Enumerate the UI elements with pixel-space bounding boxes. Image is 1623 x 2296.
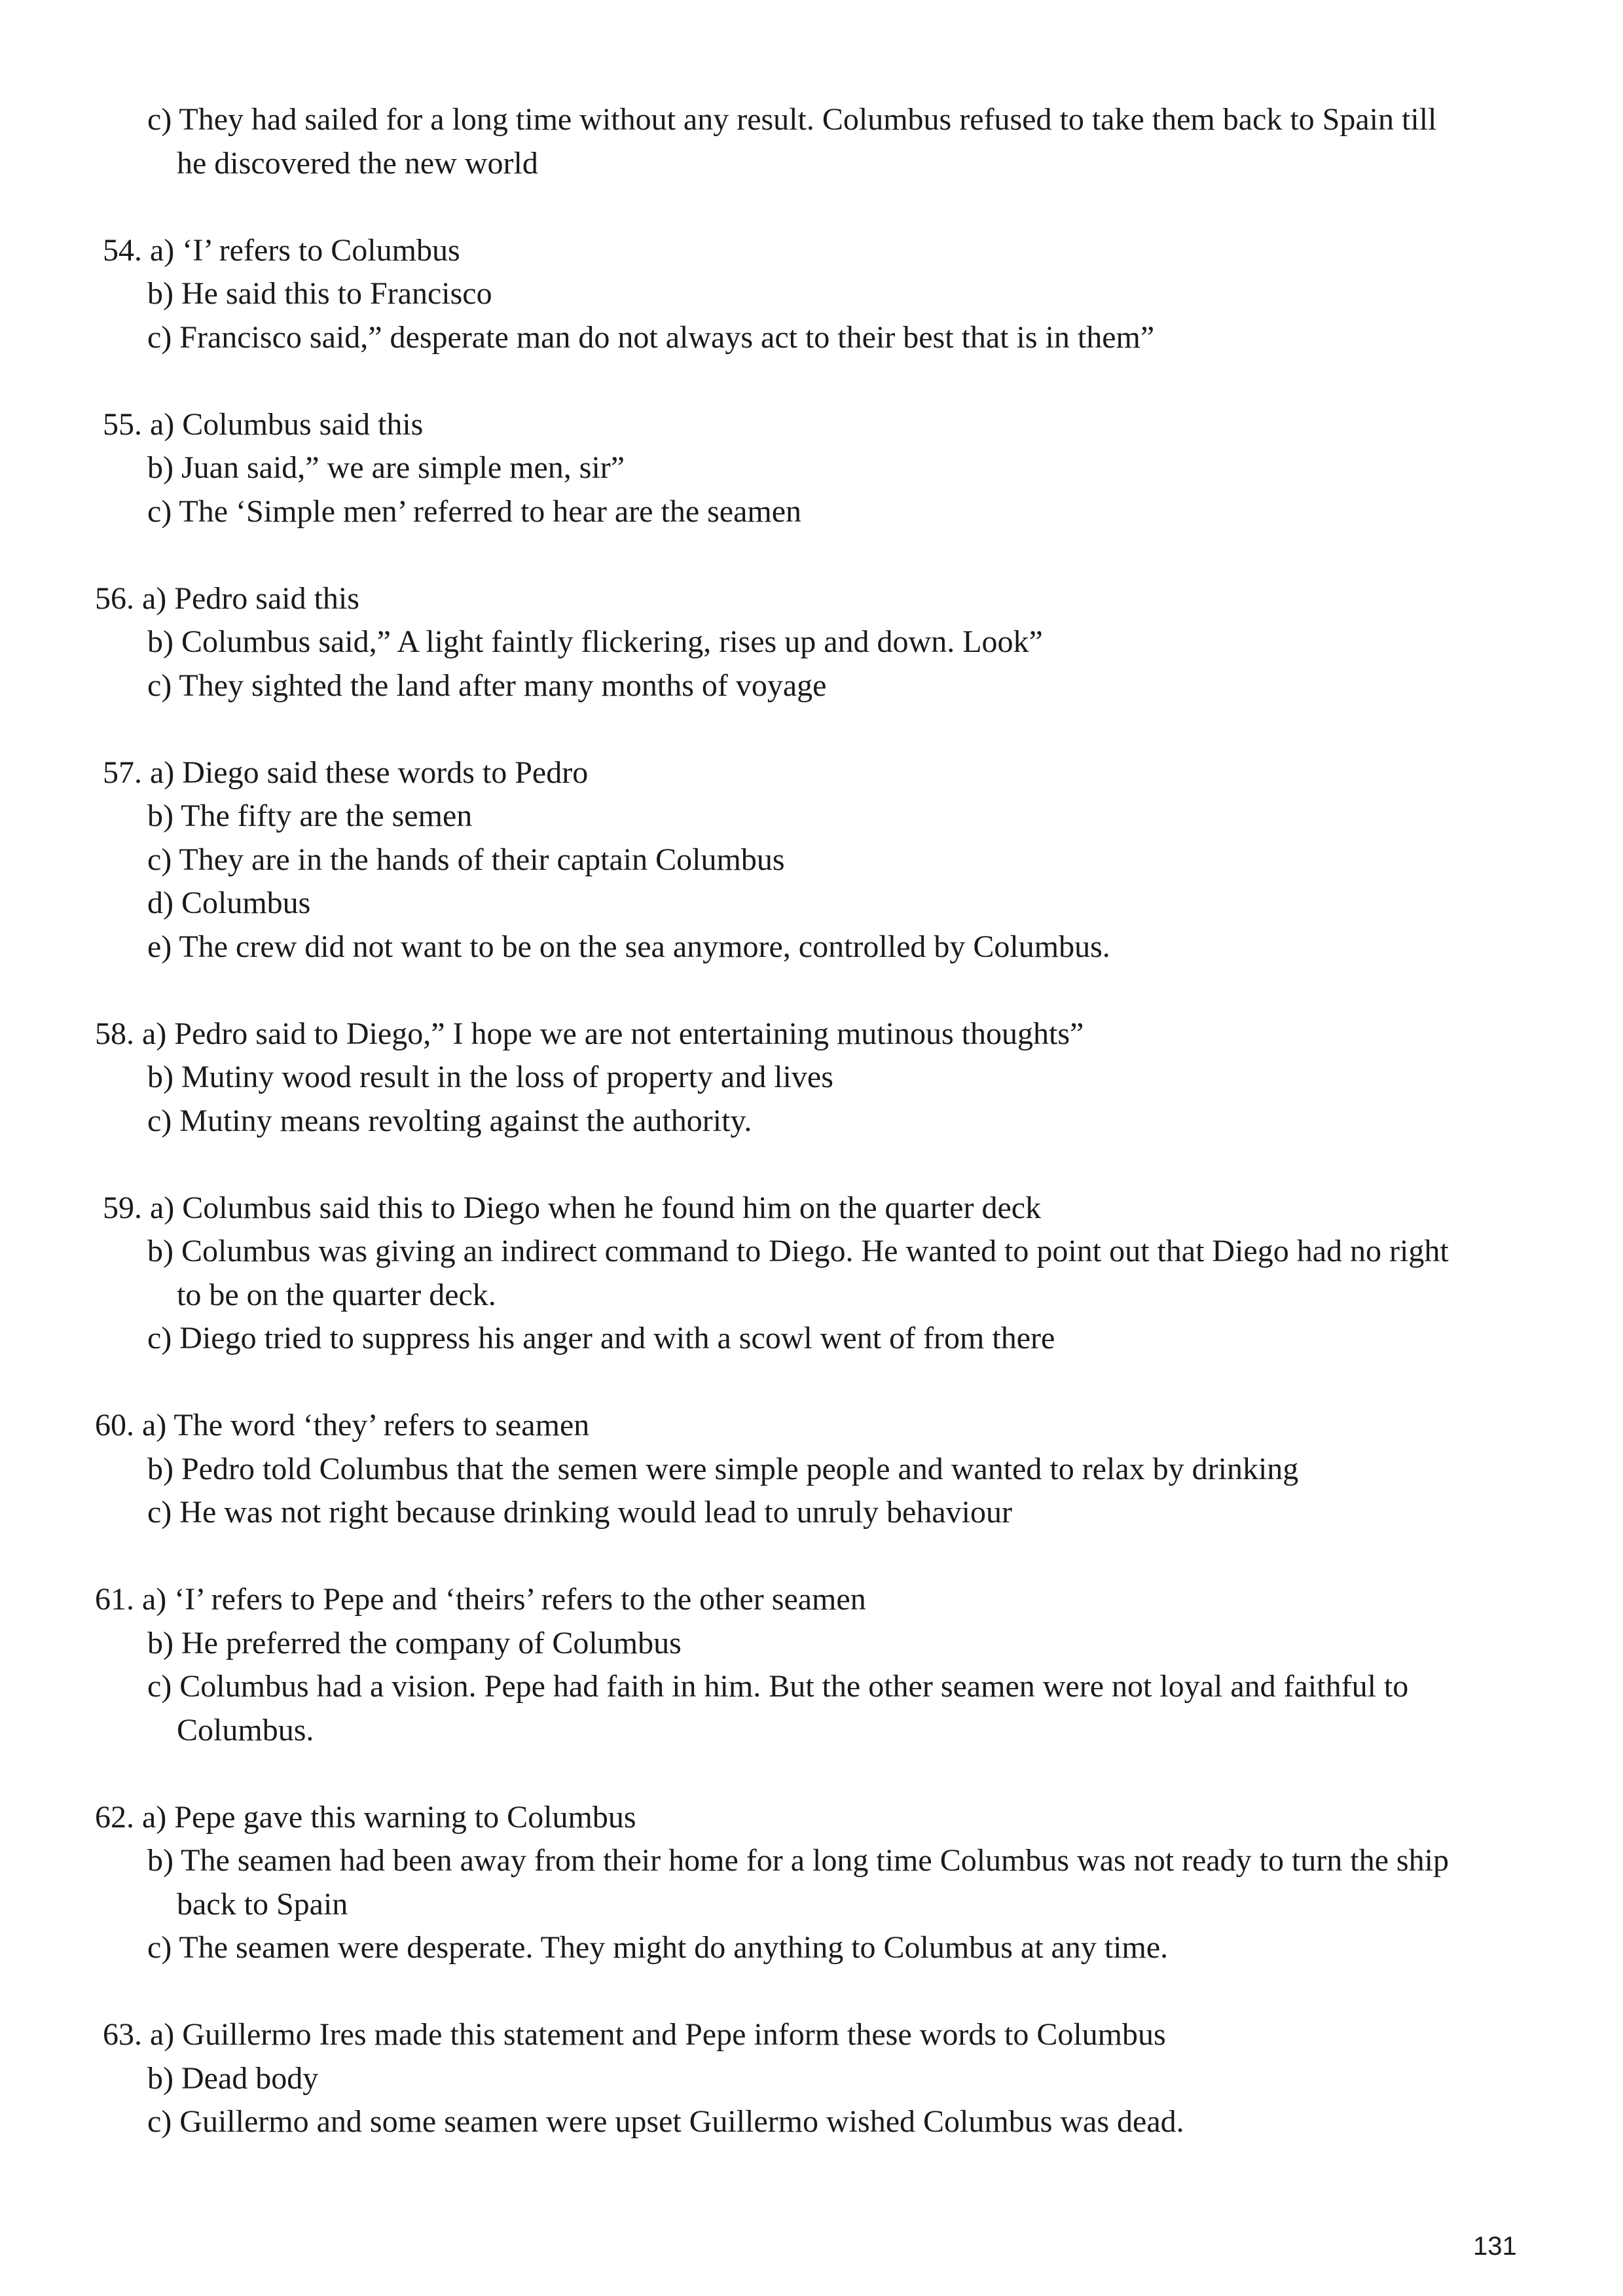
- answer-55-b: b) Juan said,” we are simple men, sir”: [147, 450, 625, 485]
- answer-56: [95, 577, 1548, 708]
- answer-62-a: 62. a) Pepe gave this warning to Columbus: [95, 1799, 636, 1835]
- answer-61-c: [95, 1665, 1548, 1752]
- answer-55-a: 55. a) Columbus said this: [103, 406, 424, 442]
- answer-60-b: b) Pedro told Columbus that the semen were simple people and wanted to relax by drinking: [147, 1451, 1299, 1486]
- answer-59-b-line2: to be on the quarter deck.: [177, 1277, 496, 1312]
- answer-63-a: 63. a) Guillermo Ires made this statement and Pepe inform these words to Columbus: [103, 2017, 1166, 2052]
- answer-53-c-line1: c) They had sailed for a long time without any result. Columbus refused to take them back to Spain till: [147, 102, 1437, 137]
- answer-58-b: b) Mutiny wood result in the loss of property and lives: [147, 1060, 833, 1094]
- answer-62: [95, 1796, 1548, 1970]
- answer-58: [95, 1013, 1548, 1143]
- answer-56-b: b) Columbus said,” A light faintly flickering, rises up and down. Look”: [147, 624, 1043, 659]
- answer-62-c: c) The seamen were desperate. They might do anything to Columbus at any time.: [147, 1930, 1169, 1965]
- answer-57-e: e) The crew did not want to be on the sea anymore, controlled by Columbus.: [147, 929, 1110, 964]
- answer-61-c-line1: c) Columbus had a vision. Pepe had faith in him. But the other seamen were not loyal and faithful to: [147, 1669, 1409, 1704]
- answer-54: [95, 229, 1548, 360]
- answer-58-c: c) Mutiny means revolting against the authority.: [147, 1103, 752, 1138]
- answer-57: [95, 751, 1548, 969]
- answer-59: [95, 1187, 1548, 1361]
- answer-61: [95, 1578, 1548, 1752]
- answer-56-a: 56. a) Pedro said this: [95, 581, 359, 616]
- answer-59-a: 59. a) Columbus said this to Diego when he found him on the quarter deck: [103, 1190, 1042, 1225]
- answer-55: [95, 403, 1548, 534]
- answer-57-b: b) The fifty are the semen: [147, 798, 473, 833]
- answer-59-b-line1: b) Columbus was giving an indirect command to Diego. He wanted to point out that Diego had no right: [147, 1234, 1449, 1268]
- page-number: 131: [1473, 2232, 1517, 2261]
- answer-63-c: c) Guillermo and some seamen were upset Guillermo wished Columbus was dead.: [147, 2104, 1184, 2139]
- answer-53-continuation: [95, 98, 1548, 185]
- answer-57-c: c) They are in the hands of their captain Columbus: [147, 842, 785, 877]
- answer-59-b: [95, 1230, 1548, 1317]
- answer-61-b: b) He preferred the company of Columbus: [147, 1625, 682, 1660]
- answer-62-b: [95, 1839, 1548, 1926]
- answer-58-a: 58. a) Pedro said to Diego,” I hope we are not entertaining mutinous thoughts”: [95, 1016, 1084, 1051]
- answer-54-c: c) Francisco said,” desperate man do not always act to their best that is in them”: [147, 319, 1155, 355]
- answer-63-b: b) Dead body: [147, 2060, 319, 2096]
- answer-56-c: c) They sighted the land after many months of voyage: [147, 668, 827, 703]
- answer-62-b-line1: b) The seamen had been away from their home for a long time Columbus was not ready to turn the ship: [147, 1843, 1449, 1878]
- answer-54-a: 54. a) ‘I’ refers to Columbus: [103, 232, 460, 268]
- answer-54-b: b) He said this to Francisco: [147, 276, 492, 311]
- answer-55-c: c) The ‘Simple men’ referred to hear are the seamen: [147, 493, 802, 529]
- answer-57-d: d) Columbus: [147, 886, 311, 920]
- answer-62-b-line2: back to Spain: [177, 1886, 348, 1922]
- answer-key-content: [95, 98, 1548, 2187]
- answer-57-a: 57. a) Diego said these words to Pedro: [103, 755, 589, 790]
- answer-60: [95, 1404, 1548, 1535]
- answer-59-c: c) Diego tried to suppress his anger and with a scowl went of from there: [147, 1321, 1055, 1355]
- answer-61-a: 61. a) ‘I’ refers to Pepe and ‘theirs’ refers to the other seamen: [95, 1582, 866, 1617]
- answer-53-c-line2: he discovered the new world: [177, 145, 538, 181]
- answer-60-a: 60. a) The word ‘they’ refers to seamen: [95, 1408, 590, 1443]
- answer-60-c: c) He was not right because drinking would lead to unruly behaviour: [147, 1495, 1012, 1530]
- answer-63: [95, 2013, 1548, 2144]
- answer-61-c-line2: Columbus.: [177, 1712, 314, 1748]
